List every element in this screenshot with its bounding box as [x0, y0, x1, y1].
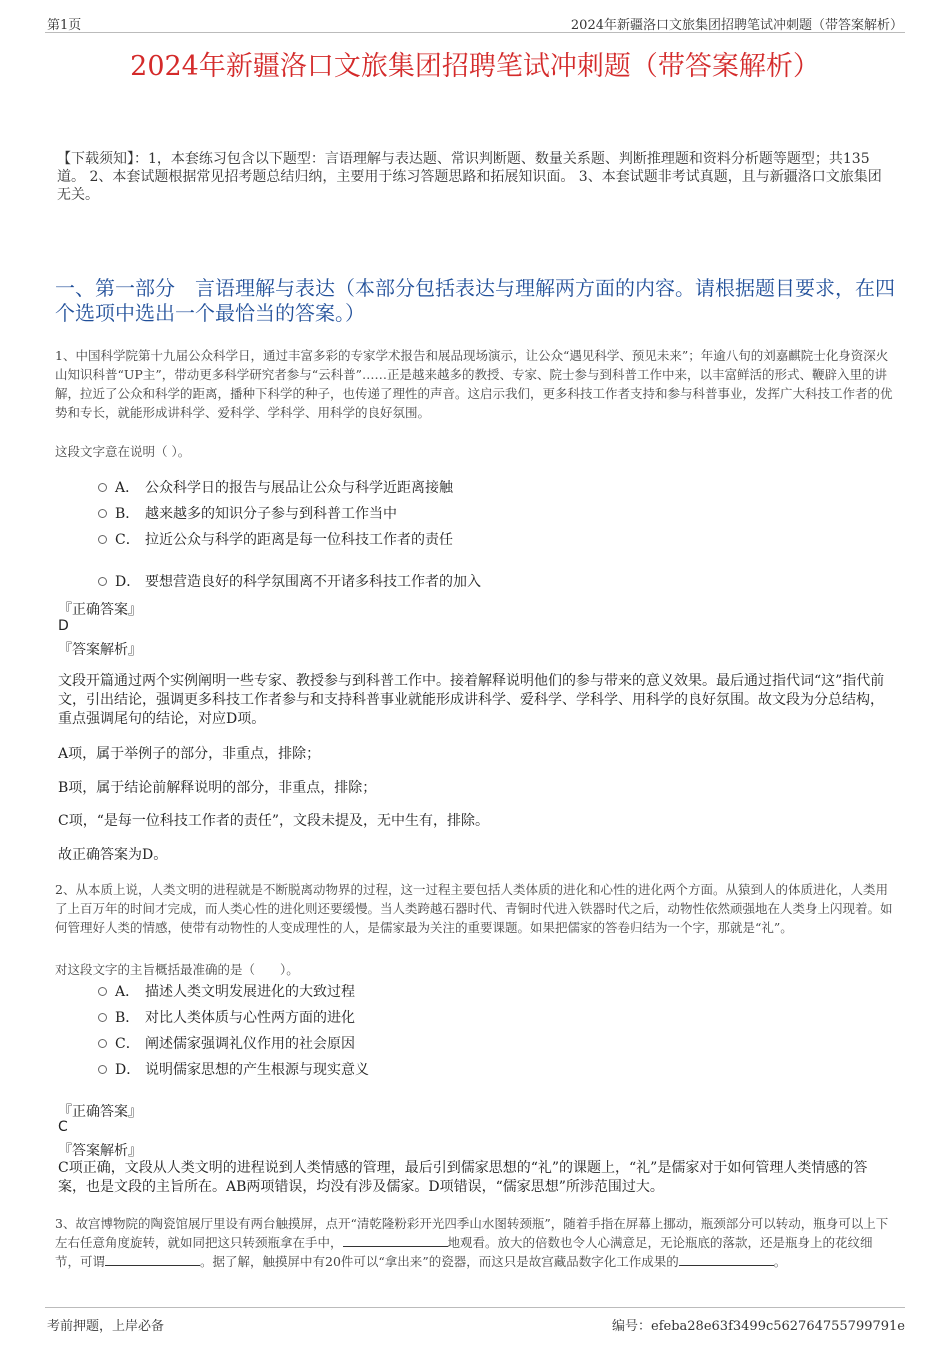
page-footer	[45, 1307, 905, 1333]
q1-analysis-a: A项，属于举例子的部分，非重点，排除；	[58, 746, 321, 762]
q2-answer-label: 『正确答案』	[58, 1104, 142, 1120]
page-header	[45, 10, 905, 33]
option-letter: A．	[115, 984, 140, 1000]
q1-final-answer: 故正确答案为D。	[58, 847, 168, 863]
header-doc-title: 2024年新疆洛口文旅集团招聘笔试冲刺题（带答案解析）	[570, 18, 903, 33]
q3-text-part4: 。	[773, 1254, 787, 1269]
option-letter: A．	[115, 480, 140, 496]
q3-text-part2: 地观看。放大的倍数也令人心满意足，无论瓶底的落款，还是瓶身上的花纹细节，可谓	[55, 1235, 873, 1269]
q3-stem	[55, 1214, 895, 1271]
q3-text-part1: 3、故宫博物院的陶瓷馆展厅里设有两台触摸屏，点开“清乾隆粉彩开光四季山水图转颈瓶”，随着手指在屏幕上挪动，瓶颈部分可以转动，瓶身可以上下左右任意角度旋转，就如同把这只转颈瓶拿在手中，	[55, 1216, 889, 1250]
option-letter: D．	[115, 574, 141, 590]
radio-icon[interactable]	[98, 987, 107, 996]
q1-option-d[interactable]	[98, 571, 481, 591]
q2-option-b[interactable]	[98, 1007, 355, 1027]
q2-analysis-label: 『答案解析』	[58, 1143, 142, 1159]
q1-analysis: 文段开篇通过两个实例阐明一些专家、教授参与到科普工作中。接着解释说明他们的参与带来的意义效果。最后通过指代词“这”指代前文，引出结论，强调更多科技工作者参与和支持科普事业就能形成讲科学、爱科学、学科学、用科学的良好氛围。故文段为分总结构，重点强调尾句的结论，对应D项。	[58, 673, 885, 727]
q2-option-c[interactable]	[98, 1033, 355, 1053]
q1-answer-label: 『正确答案』	[58, 602, 142, 618]
blank-1[interactable]	[343, 1234, 448, 1247]
q1-stem: 1、中国科学院第十九届公众科学日，通过丰富多彩的专家学术报告和展品现场演示，让公众“遇见科学、预见未来”；年逾八旬的刘嘉麒院士化身资深火山知识科普“UP主”，带动更多科学研究者参与“云科普”……正是越来越多的教授、专家、院士参与到科普工作中来，以丰富鲜活的形式、鞭辟入里的讲解，拉近了公众和科学的距离，播种下科学的种子，也传递了理性的声音。这启示我们，更多科技工作者支持和参与科普事业，发挥广大科技工作者的优势和专长，就能形成讲科学、爱科学、学科学、用科学的良好氛围。	[55, 348, 893, 420]
q2-question: 对这段文字的主旨概括最准确的是（ ）。	[55, 962, 299, 977]
option-text: 拉近公众与科学的距离是每一位科技工作者的责任	[145, 532, 453, 548]
q2-answer: C	[58, 1119, 68, 1135]
option-text: 越来越多的知识分子参与到科普工作当中	[145, 506, 397, 522]
radio-icon[interactable]	[98, 535, 107, 544]
option-text: 说明儒家思想的产生根源与现实意义	[145, 1062, 369, 1078]
q1-answer: D	[58, 618, 69, 634]
blank-3[interactable]	[679, 1253, 774, 1266]
page-number: 第1页	[47, 18, 82, 33]
q1-option-c[interactable]	[98, 529, 453, 549]
radio-icon[interactable]	[98, 577, 107, 586]
download-notice: 【下载须知】：1，本套练习包含以下题型：言语理解与表达题、常识判断题、数量关系题、判断推理题和资料分析题等题型；共135道。 2、本套试题根据常见招考题总结归纳，主要用于练习答题思路和拓展知识面。 3、本套试题非考试真题，且与新疆洛口文旅集团无关。	[57, 151, 882, 203]
q2-option-d[interactable]	[98, 1059, 369, 1079]
footer-slogan: 考前押题，上岸必备	[47, 1319, 165, 1334]
q2-stem: 2、从本质上说，人类文明的进程就是不断脱离动物界的过程，这一过程主要包括人类体质的进化和心性的进化两个方面。从猿到人的体质进化，人类用了上百万年的时间才完成，而人类心性的进化则还要缓慢。当人类跨越石器时代、青铜时代进入铁器时代之后，动物性依然顽强地在人类身上闪现着。如何管理好人类的情感，使带有动物性的人变成理性的人，是儒家最为关注的重要课题。如果把儒家的答卷归结为一个字，那就是“礼”。	[55, 882, 893, 935]
option-letter: C．	[115, 1036, 140, 1052]
q1-analysis-b: B项，属于结论前解释说明的部分，非重点，排除；	[58, 780, 377, 796]
option-letter: D．	[115, 1062, 141, 1078]
section-title: 一、第一部分 言语理解与表达（本部分包括表达与理解两方面的内容。请根据题目要求，在四个选项中选出一个最恰当的答案。）	[55, 276, 895, 325]
document-title: 2024年新疆洛口文旅集团招聘笔试冲刺题（带答案解析）	[130, 51, 820, 82]
option-text: 要想营造良好的科学氛围离不开诸多科技工作者的加入	[145, 574, 481, 590]
option-text: 描述人类文明发展进化的大致过程	[145, 984, 355, 1000]
q2-analysis: C项正确，文段从人类文明的进程说到人类情感的管理，最后引到儒家思想的“礼”的课题上，“礼”是儒家对于如何管理人类情感的答案，也是文段的主旨所在。AB两项错误，均没有涉及儒家。D项错误，“儒家思想”所涉范围过大。	[58, 1160, 868, 1195]
radio-icon[interactable]	[98, 509, 107, 518]
option-text: 对比人类体质与心性两方面的进化	[145, 1010, 355, 1026]
q2-option-a[interactable]	[98, 981, 355, 1001]
option-letter: C．	[115, 532, 140, 548]
option-letter: B．	[115, 506, 140, 522]
radio-icon[interactable]	[98, 1065, 107, 1074]
radio-icon[interactable]	[98, 483, 107, 492]
q3-text-part3: 。据了解，触摸屏中有20件可以“拿出来”的瓷器，而这只是故宫藏品数字化工作成果的	[200, 1254, 679, 1269]
q1-analysis-label: 『答案解析』	[58, 642, 142, 658]
radio-icon[interactable]	[98, 1013, 107, 1022]
option-letter: B．	[115, 1010, 140, 1026]
footer-code: 编号：efeba28e63f3499c562764755799791e	[612, 1319, 905, 1334]
q1-option-b[interactable]	[98, 503, 397, 523]
q1-option-a[interactable]	[98, 477, 453, 497]
radio-icon[interactable]	[98, 1039, 107, 1048]
q1-analysis-c: C项，“是每一位科技工作者的责任”，文段未提及，无中生有，排除。	[58, 813, 490, 829]
blank-2[interactable]	[105, 1253, 200, 1266]
option-text: 公众科学日的报告与展品让公众与科学近距离接触	[145, 480, 453, 496]
option-text: 阐述儒家强调礼仪作用的社会原因	[145, 1036, 355, 1052]
q1-question: 这段文字意在说明（ ）。	[55, 444, 191, 459]
